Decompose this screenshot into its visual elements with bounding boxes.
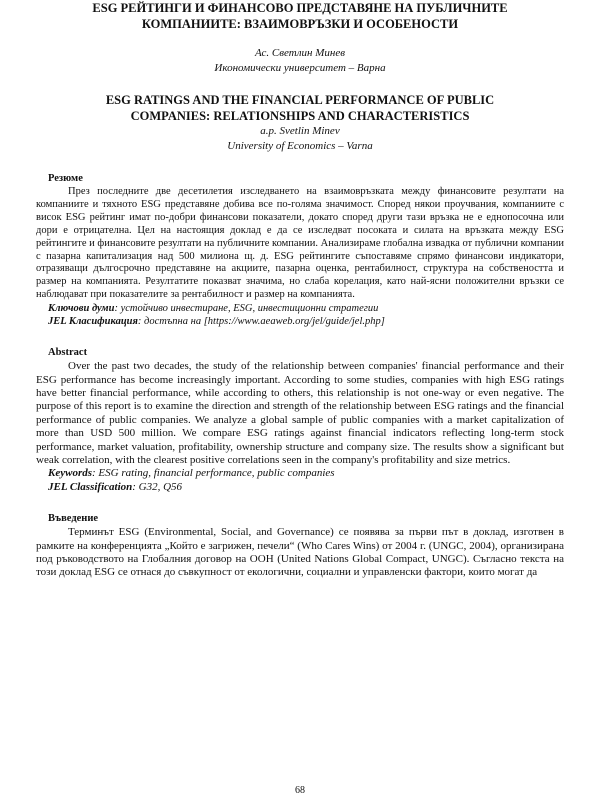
abstract-jel bbox=[36, 481, 564, 494]
title-en-line1: ESG RATINGS AND THE FINANCIAL PERFORMANCE OF PUBLIC bbox=[105, 93, 495, 107]
abstract-heading: Abstract bbox=[48, 347, 88, 359]
affiliation-en: University of Economics – Varna bbox=[227, 140, 373, 152]
resume-heading: Резюме bbox=[48, 173, 83, 184]
resume-jel bbox=[36, 315, 564, 328]
resume-keywords-value: : устойчиво инвестиране, ESG, инвестиционни стратегии bbox=[114, 303, 379, 315]
resume-keywords-label: Ключови думи bbox=[48, 303, 115, 315]
title-en-line2: COMPANIES: RELATIONSHIPS AND CHARACTERISTICS bbox=[130, 109, 470, 123]
title-bg-line1: ESG РЕЙТИНГИ И ФИНАНСОВО ПРЕДСТАВЯНЕ НА ПУБЛИЧНИТЕ bbox=[92, 1, 508, 15]
abstract-jel-label: JEL Classification bbox=[48, 480, 133, 493]
page-number: 68 bbox=[295, 785, 305, 796]
abstract-keywords bbox=[36, 467, 564, 480]
title-bg bbox=[36, 0, 564, 32]
abstract-text: Over the past two decades, the study of the relationship between companies' financial performance and their ESG performance has become increasingly important. According to some studies, companies with high ESG ratings have better financial performance, while according to others, this relationship is not one-way or even negative. The purpose of this report is to examine the direction and strength of the relationship between ESG ratings and the financial performance of public companies. We analyze a global sample of public companies with a market capitalization of more than USD 500 million. We compare ESG ratings against financial indicators reflecting long-term stock performance, market valuation, profitability, ownership structure and company size. The results show a significant but weak correlation, with the clearest positive correlations seen in the company's profitability and size metrics. bbox=[36, 360, 564, 466]
title-bg-line2: КОМПАНИИТЕ: ВЗАИМОВРЪЗКИ И ОСОБЕНОСТИ bbox=[141, 17, 459, 31]
intro-heading: Въведение bbox=[48, 513, 99, 525]
affiliation-bg: Икономически университет – Варна bbox=[214, 62, 386, 74]
paper-page bbox=[36, 0, 564, 800]
resume-text: През последните две десетилетия изследването на взаимовръзката между финансовите резултати на компаниите и тяхното ESG представяне добива все по-голяма значимост. Според някои проучвания, компаниите с висок ESG рейтинг имат по-добри финансови показатели, докато според други тази връзка не е еднопосочна или дори е отрицателна. Цел на настоящия доклад е да се изследват посоката и силата на връзката между ESG рейтингите и финансовите резултати на публичните компании. Анализираме глобална извадка от публични компании с пазарна капитализация над 500 милиона щ. д. ESG рейтингите съпоставяме спрямо финансови индикатори, отразяващи дългосрочно представяне на акциите, пазарна оценка, рентабилност, структура на собствеността и размер на компанията. Резултатите показват значима, но слаба корелация, като най-ясни положителни връзки се наблюдават при показателите за рентабилност и размер на компанията. bbox=[36, 186, 564, 301]
title-en bbox=[36, 92, 564, 124]
intro-text: Терминът ESG (Environmental, Social, and Governance) се появява за първи път в доклад, изготвен в рамките на конференцията „Който е загрижен, печели“ (Who Cares Wins) от 2004 г. (UNGC, 2004), организирана под ръководството на Глобалния договор на ООН (United Nations Global Compact, UNGC). Съгласно текста на този доклад ESG се отнася до съвкупност от екологични, социални и управленски фактори, които могат да bbox=[36, 526, 564, 579]
author-bg: Ас. Светлин Минев bbox=[254, 47, 345, 59]
author-en: a.p. Svetlin Minev bbox=[260, 125, 340, 137]
abstract-jel-value: : G32, Q56 bbox=[132, 480, 183, 493]
abstract-keywords-label: Keywords bbox=[48, 467, 92, 480]
resume-keywords bbox=[36, 302, 564, 315]
resume-jel-value: : достъпна на [https://www.aeaweb.org/jel/guide/jel.php] bbox=[137, 316, 385, 328]
resume-jel-label: JEL Класификация bbox=[48, 316, 138, 328]
abstract-keywords-value: : ESG rating, financial performance, public companies bbox=[92, 467, 335, 480]
